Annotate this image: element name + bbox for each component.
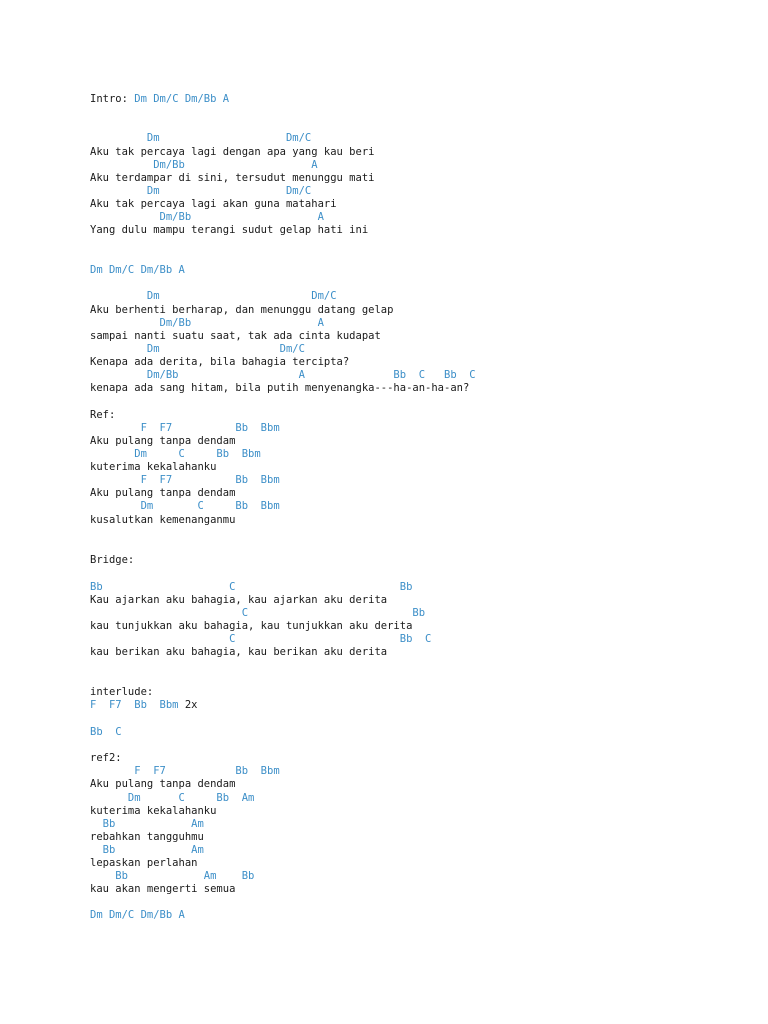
interlude-chord-line <box>90 699 197 712</box>
bridge-lyric-line: Kau ajarkan aku bahagia, kau ajarkan aku derita <box>90 594 388 606</box>
verse2-chord-line: Dm Dm/C <box>90 343 305 355</box>
ref2-chord-line: Bb Am <box>90 844 204 856</box>
verse2-chord-line: Dm Dm/C <box>90 290 337 302</box>
ref-chord-line: Dm C Bb Bbm <box>90 448 261 460</box>
ref-lyric-line: kuterima kekalahanku <box>90 461 217 473</box>
bridge-chord-line: C Bb C <box>90 633 432 645</box>
interlude-after-chords: Bb C <box>90 726 122 738</box>
ref-lyric-line: Aku pulang tanpa dendam <box>90 487 236 499</box>
bridge-chord-line: C Bb <box>90 607 426 619</box>
ref-label: Ref: <box>90 409 116 421</box>
interlude-repeat: 2x <box>178 699 198 711</box>
verse1-chord-line: Dm/Bb A <box>90 159 318 171</box>
ref-chord-line: F F7 Bb Bbm <box>90 422 280 434</box>
verse2-chord-line: Dm/Bb A <box>90 317 324 329</box>
ref2-lyric-line: Aku pulang tanpa dendam <box>90 778 236 790</box>
intro-label: Intro: <box>90 93 135 105</box>
verse2-lyric-line: Kenapa ada derita, bila bahagia tercipta? <box>90 356 350 368</box>
ref-lyric-line: kusalutkan kemenanganmu <box>90 514 236 526</box>
verse2-chord-line: Dm/Bb A Bb C Bb C <box>90 369 476 381</box>
verse1-lyric-line: Yang dulu mampu terangi sudut gelap hati ini <box>90 224 369 236</box>
verse2-lyric-line: Aku berhenti berharap, dan menunggu datang gelap <box>90 304 394 316</box>
ref2-label: ref2: <box>90 752 122 764</box>
bridge-label: Bridge: <box>90 554 135 566</box>
bridge-lyric-line: kau tunjukkan aku bahagia, kau tunjukkan aku derita <box>90 620 413 632</box>
interlude-label: interlude: <box>90 686 154 698</box>
ref2-lyric-line: lepaskan perlahan <box>90 857 198 869</box>
verse1-lyric-line: Aku tak percaya lagi dengan apa yang kau beri <box>90 146 375 158</box>
ref2-chord-line: Bb Am Bb <box>90 870 255 882</box>
ref2-lyric-line: rebahkan tangguhmu <box>90 831 204 843</box>
bridge-lyric-line: kau berikan aku bahagia, kau berikan aku derita <box>90 646 388 658</box>
verse1-chord-line: Dm/Bb A <box>90 211 324 223</box>
verse1-chord-line: Dm Dm/C <box>90 132 312 144</box>
ref-lyric-line: Aku pulang tanpa dendam <box>90 435 236 447</box>
interlude-chords: F F7 Bb Bbm <box>90 699 179 711</box>
ref2-lyric-line: kuterima kekalahanku <box>90 805 217 817</box>
ref-chord-line: Dm C Bb Bbm <box>90 500 280 512</box>
outro-chord-line: Dm Dm/C Dm/Bb A <box>90 909 185 921</box>
ref2-chord-line: Bb Am <box>90 818 204 830</box>
verse1-lyric-line: Aku terdampar di sini, tersudut menunggu mati <box>90 172 375 184</box>
ref-chord-line: F F7 Bb Bbm <box>90 474 280 486</box>
ref2-chord-line: F F7 Bb Bbm <box>90 765 280 777</box>
interchord-line: Dm Dm/C Dm/Bb A <box>90 264 185 276</box>
verse1-lyric-line: Aku tak percaya lagi akan guna matahari <box>90 198 337 210</box>
verse1-chord-line: Dm Dm/C <box>90 185 312 197</box>
intro-chords: Dm Dm/C Dm/Bb A <box>134 93 230 105</box>
verse2-lyric-line: kenapa ada sang hitam, bila putih menyenangka---ha-an-ha-an? <box>90 382 470 394</box>
intro-line <box>90 93 229 106</box>
ref2-lyric-line: kau akan mengerti semua <box>90 883 236 895</box>
ref2-chord-line: Dm C Bb Am <box>90 792 255 804</box>
verse2-lyric-line: sampai nanti suatu saat, tak ada cinta kudapat <box>90 330 381 342</box>
bridge-chord-line: Bb C Bb <box>90 581 413 593</box>
